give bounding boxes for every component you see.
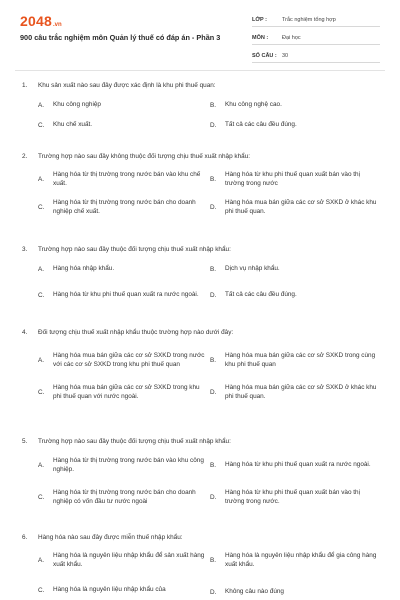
option-text: Hàng hóa là nguyên liệu nhập khẩu để sản xuất hàng xuất khẩu. [53, 551, 205, 568]
option-letter: B. [210, 101, 217, 109]
option-letter: C. [38, 121, 45, 129]
question-number: 3. [22, 246, 28, 253]
option-letter: D. [210, 388, 217, 396]
question-stem: Đối tượng chịu thuế xuất nhập khẩu thuộc trường hợp nào dưới đây: [38, 329, 234, 336]
info-label: SỐ CÂU : [252, 52, 277, 59]
option-text: Hàng hóa mua bán giữa các cơ sở SXKD ở khác khu phi thuế quan. [225, 198, 377, 215]
question-stem: Trường hợp nào sau đây thuộc đối tượng chịu thuế xuất nhập khẩu: [38, 246, 231, 253]
question-item [22, 533, 382, 596]
question-stem: Trường hợp nào sau đây thuộc đối tượng chịu thuế xuất nhập khẩu: [38, 438, 231, 445]
answer-option[interactable] [38, 550, 208, 570]
logo-domain-text: .vn [52, 22, 62, 28]
question-text [22, 152, 382, 161]
logo-main-text: 2048 [20, 13, 52, 29]
info-value: Trắc nghiệm tổng hợp [282, 16, 336, 23]
question-item [22, 245, 382, 299]
option-text: Hàng hóa từ khu phi thuế quan xuất ra nước ngoài. [53, 291, 199, 299]
option-text: Khu chế xuất. [53, 121, 93, 129]
info-row-question-count [252, 49, 380, 63]
question-stem: Khu sản xuất nào sau đây được xác định là khu phi thuế quan: [38, 82, 216, 89]
option-text: Khu công nghệ cao. [225, 101, 282, 109]
option-text: Hàng hóa từ thị trường trong nước bán cho doanh nghiệp chế xuất. [53, 198, 196, 215]
option-text: Hàng hóa nhập khẩu. [53, 265, 115, 273]
option-letter: C. [38, 586, 45, 594]
answer-option[interactable] [210, 285, 380, 305]
question-text [22, 81, 382, 90]
answer-option[interactable] [210, 550, 380, 570]
option-letter: A. [38, 101, 45, 109]
info-value: Đại học [282, 34, 301, 41]
header-divider [15, 70, 385, 71]
option-letter: D. [210, 588, 217, 596]
answer-option[interactable] [38, 285, 208, 305]
question-text [22, 437, 382, 446]
question-number: 2. [22, 153, 28, 160]
info-label: MÔN : [252, 34, 269, 41]
info-value: 30 [282, 52, 289, 59]
question-number: 6. [22, 534, 28, 541]
info-row-class [252, 13, 380, 27]
option-letter: A. [38, 556, 45, 564]
answer-option[interactable] [38, 487, 208, 507]
answer-option[interactable] [210, 345, 380, 375]
answer-option[interactable] [38, 382, 208, 402]
option-letter: A. [38, 461, 45, 469]
question-item [22, 328, 382, 400]
option-text: Dịch vụ nhập khẩu. [225, 265, 280, 273]
option-text: Hàng hóa từ khu phi thuế quan xuất ra nước ngoài. [225, 461, 371, 469]
answer-option[interactable] [210, 169, 380, 189]
option-letter: A. [38, 175, 45, 183]
question-item [22, 437, 382, 505]
option-text: Hàng hóa là nguyên liệu nhập khẩu để gia công hàng xuất khẩu. [225, 551, 377, 568]
option-letter: D. [210, 121, 217, 129]
answer-option[interactable] [210, 197, 380, 217]
option-letter: C. [38, 291, 45, 299]
option-text: Hàng hóa từ khu phi thuế quan xuất bán vào thị trường trong nước. [225, 488, 361, 505]
question-item [22, 152, 382, 215]
answer-option[interactable] [38, 119, 208, 131]
info-row-subject [252, 31, 380, 45]
document-header [0, 0, 400, 66]
answer-option[interactable] [38, 169, 208, 189]
site-logo[interactable] [20, 13, 62, 29]
answer-option[interactable] [38, 99, 208, 111]
question-item [22, 81, 382, 129]
answer-option[interactable] [38, 263, 208, 275]
answer-option[interactable] [210, 119, 380, 131]
answer-option[interactable] [210, 455, 380, 475]
option-text: Không câu nào đúng [225, 588, 284, 596]
option-text: Hàng hóa mua bán giữa các cơ sở SXKD trong cùng khu phi thuế quan [225, 351, 376, 368]
option-text: Hàng hóa mua bán giữa các cơ sở SXKD ở khác khu phi thuế quan. [225, 383, 377, 400]
option-letter: A. [38, 356, 45, 364]
question-text [22, 245, 382, 254]
option-letter: B. [210, 556, 217, 564]
option-text: Hàng hóa mua bán giữa các cơ sở SXKD trong khu phi thuế quan với nước ngoài. [53, 383, 200, 400]
option-letter: A. [38, 265, 45, 273]
option-letter: D. [210, 291, 217, 299]
option-text: Tất cả các câu đều đúng. [225, 291, 297, 299]
info-label: LỚP : [252, 16, 267, 23]
answer-option[interactable] [38, 197, 208, 217]
question-stem: Trường hợp nào sau đây không thuộc đối tượng chịu thuế xuất nhập khẩu: [38, 153, 251, 160]
document-info-box [252, 13, 380, 67]
answer-option[interactable] [210, 382, 380, 402]
option-letter: B. [210, 175, 217, 183]
option-letter: B. [210, 461, 217, 469]
option-text: Hàng hóa từ thị trường trong nước bán vào khu chế xuất. [53, 170, 201, 187]
option-text: Hàng hóa từ thị trường trong nước bán vào khu công nghiệp. [53, 456, 204, 473]
question-stem: Hàng hóa nào sau đây được miễn thuế nhập khẩu: [38, 534, 183, 541]
option-letter: D. [210, 493, 217, 501]
option-letter: C. [38, 388, 45, 396]
answer-option[interactable] [38, 455, 208, 475]
answer-option[interactable] [210, 487, 380, 507]
option-letter: B. [210, 265, 217, 273]
question-text [22, 533, 382, 542]
option-letter: C. [38, 203, 45, 211]
question-number: 4. [22, 329, 28, 336]
option-text: Khu công nghiệp [53, 101, 101, 109]
document-title: 900 câu trắc nghiệm môn Quản lý thuế có đáp án - Phần 3 [20, 33, 221, 42]
option-text: Hàng hóa từ thị trường trong nước bán cho doanh nghiệp có vốn đầu tư nước ngoài [53, 488, 196, 505]
option-text: Hàng hóa từ khu phi thuế quan xuất bán vào thị trường trong nước [225, 170, 361, 187]
answer-option[interactable] [38, 345, 208, 375]
answer-option[interactable] [38, 584, 208, 596]
option-text: Hàng hóa là nguyên liệu nhập khẩu của [53, 586, 166, 594]
answer-option[interactable] [210, 263, 380, 275]
option-text: Tất cả các câu đều đúng. [225, 121, 297, 129]
question-number: 5. [22, 438, 28, 445]
answer-option[interactable] [210, 99, 380, 111]
question-text [22, 328, 382, 337]
option-text: Hàng hóa mua bán giữa các cơ sở SXKD trong nước với các cơ sở SXKD trong khu phi thuế quan [53, 351, 205, 368]
option-letter: B. [210, 356, 217, 364]
option-letter: D. [210, 203, 217, 211]
answer-option[interactable] [210, 586, 380, 598]
question-number: 1. [22, 82, 28, 89]
option-letter: C. [38, 493, 45, 501]
